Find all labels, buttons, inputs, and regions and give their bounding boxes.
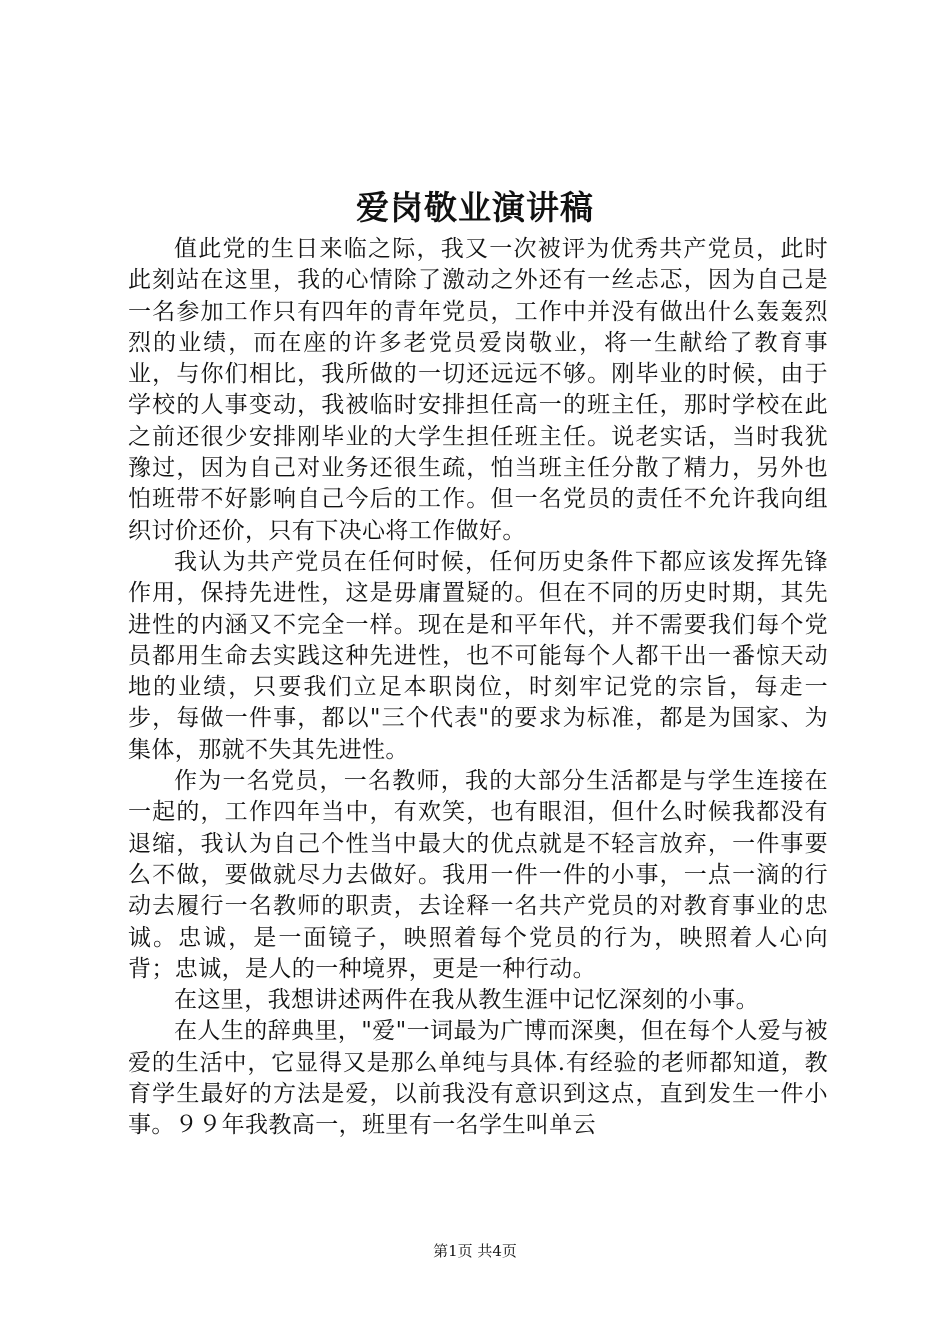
document-body (128, 234, 828, 1142)
paragraph: 在人生的辞典里，"爱"一词最为广博而深奥，但在每个人爱与被爱的生活中，它显得又是那么单纯与具体.有经验的老师都知道，教育学生最好的方法是爱，以前我没有意识到这点，直到发生一件小事。９９年我教高一，班里有一名学生叫单云 (128, 1018, 828, 1139)
page-footer: 第1页 共4页 (433, 1242, 517, 1260)
paragraph: 作为一名党员，一名教师，我的大部分生活都是与学生连接在一起的，工作四年当中，有欢笑，也有眼泪，但什么时候我都没有退缩，我认为自己个性当中最大的优点就是不轻言放弃，一件事要么不做，要做就尽力去做好。我用一件一件的小事，一点一滴的行动去履行一名教师的职责，去诠释一名共产党员的对教育事业的忠诚。忠诚，是一面镜子，映照着每个党员的行为，映照着人心向背；忠诚，是人的一种境界，更是一种行动。 (128, 768, 828, 982)
document-title: 爱岗敬业演讲稿 (356, 188, 594, 227)
paragraph: 我认为共产党员在任何时候，任何历史条件下都应该发挥先锋作用，保持先进性，这是毋庸置疑的。但在不同的历史时期，其先进性的内涵又不完全一样。现在是和平年代，并不需要我们每个党员都用生命去实践这种先进性，也不可能每个人都干出一番惊天动地的业绩，只要我们立足本职岗位，时刻牢记党的宗旨，每走一步，每做一件事，都以"三个代表"的要求为标准，都是为国家、为集体，那就不失其先进性。 (128, 548, 828, 763)
paragraph: 值此党的生日来临之际，我又一次被评为优秀共产党员，此时此刻站在这里，我的心情除了激动之外还有一丝忐忑，因为自己是一名参加工作只有四年的青年党员，工作中并没有做出什么轰轰烈烈的业绩，而在座的许多老党员爱岗敬业，将一生献给了教育事业，与你们相比，我所做的一切还远远不够。刚毕业的时候，由于学校的人事变动，我被临时安排担任高一的班主任，那时学校在此之前还很少安排刚毕业的大学生担任班主任。说老实话，当时我犹豫过，因为自己对业务还很生疏，怕当班主任分散了精力，另外也怕班带不好影响自己今后的工作。但一名党员的责任不允许我向组织讨价还价，只有下决心将工作做好。 (128, 236, 828, 544)
paragraph: 在这里，我想讲述两件在我从教生涯中记忆深刻的小事。 (174, 987, 759, 1014)
